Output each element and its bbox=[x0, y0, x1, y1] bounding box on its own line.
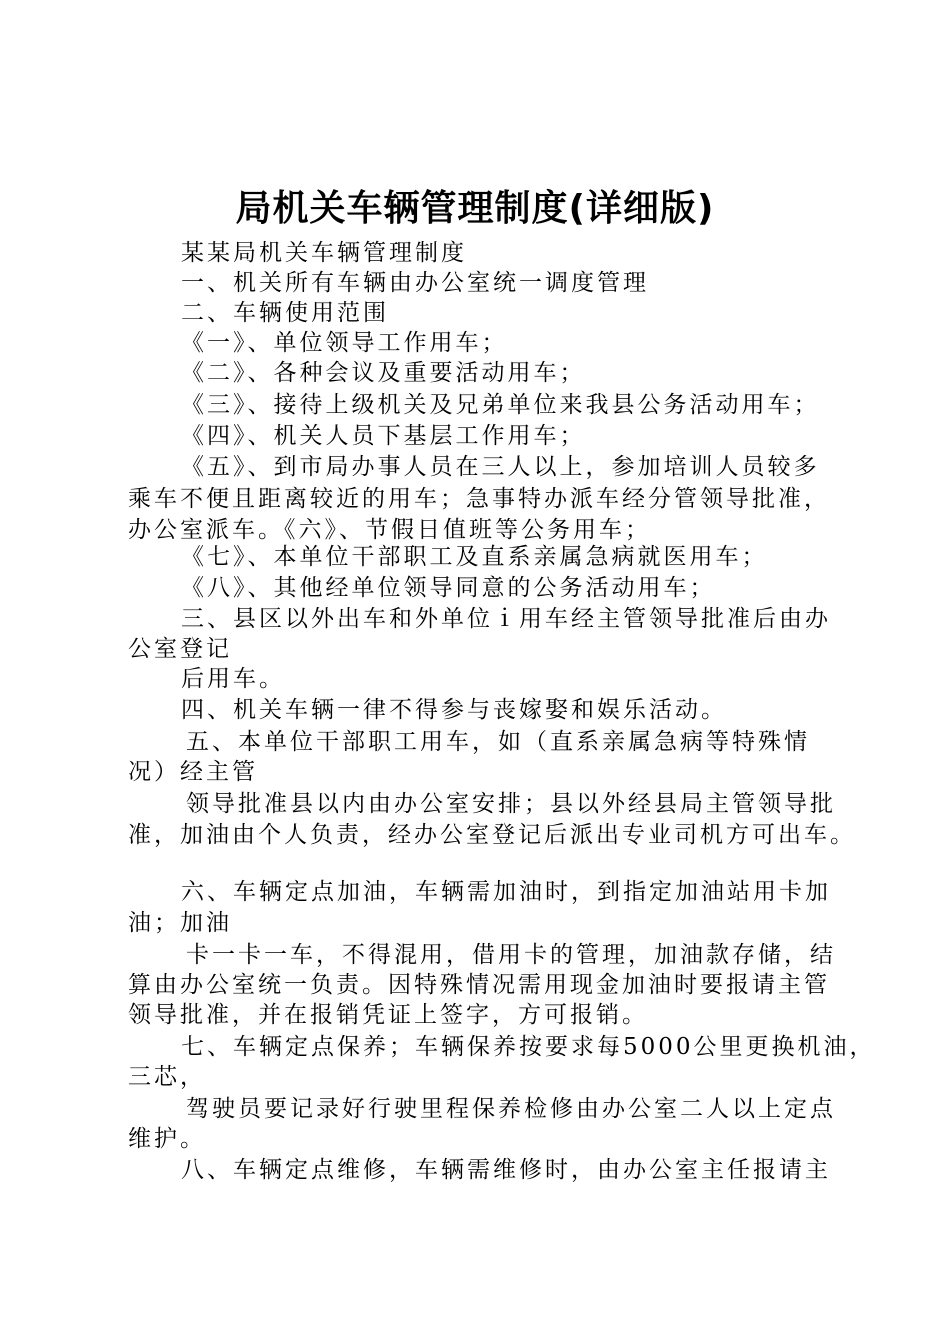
body-line: 准，加油由个人负责，经办公室登记后派出专业司机方可出车。 bbox=[128, 822, 856, 848]
body-line: 《八》、其他经单位领导同意的公务活动用车； bbox=[181, 575, 716, 601]
body-line: 况）经主管 bbox=[128, 759, 258, 785]
body-line: 四、机关车辆一律不得参与丧嫁娶和娱乐活动。 bbox=[181, 697, 727, 723]
body-line: 《一》、单位领导工作用车； bbox=[181, 330, 508, 356]
body-line: 八、车辆定点维修，车辆需维修时，由办公室主任报请主 bbox=[181, 1157, 831, 1183]
body-line: 二、车辆使用范围 bbox=[181, 300, 389, 326]
body-line: 维护。 bbox=[128, 1126, 206, 1152]
body-line: 乘车不便且距离较近的用车；急事特办派车经分管领导批准， bbox=[128, 486, 830, 512]
body-line: 驾驶员要记录好行驶里程保养检修由办公室二人以上定点 bbox=[186, 1096, 836, 1122]
body-line: 算由办公室统一负责。因特殊情况需用现金加油时要报请主管 bbox=[128, 972, 830, 998]
body-line: 后用车。 bbox=[181, 666, 285, 692]
body-line: 《二》、各种会议及重要活动用车； bbox=[181, 360, 586, 386]
body-line: 三芯， bbox=[128, 1064, 206, 1090]
body-line: 三、县区以外出车和外单位ｉ用车经主管领导批准后由办 bbox=[181, 606, 831, 632]
body-line: 领导批准，并在报销凭证上签字，方可报销。 bbox=[128, 1002, 648, 1028]
body-line: 六、车辆定点加油，车辆需加油时，到指定加油站用卡加 bbox=[181, 879, 831, 905]
body-line: 卡一卡一车，不得混用，借用卡的管理，加油款存储，结 bbox=[186, 942, 836, 968]
body-line: 一、机关所有车辆由办公室统一调度管理 bbox=[181, 270, 649, 296]
document-title: 局机关车辆管理制度(详细版) bbox=[235, 188, 715, 229]
body-line: 《五》、到市局办事人员在三人以上，参加培训人员较多 bbox=[181, 454, 820, 480]
body-line: 某某局机关车辆管理制度 bbox=[181, 240, 467, 266]
body-line: 五、本单位干部职工用车，如（直系亲属急病等特殊情 bbox=[186, 729, 810, 755]
body-line: 《三》、接待上级机关及兄弟单位来我县公务活动用车； bbox=[181, 392, 820, 418]
body-line: 领导批准县以内由办公室安排；县以外经县局主管领导批 bbox=[186, 791, 836, 817]
body-line: 《四》、机关人员下基层工作用车； bbox=[181, 423, 586, 449]
body-line: 油；加油 bbox=[128, 910, 232, 936]
body-line: 七、车辆定点保养；车辆保养按要求每5000公里更换机油， bbox=[181, 1034, 876, 1060]
body-line: 办公室派车。《六》、节假日值班等公务用车； bbox=[128, 517, 651, 543]
body-line: 公室登记 bbox=[128, 636, 232, 662]
body-line: 《七》、本单位干部职工及直系亲属急病就医用车； bbox=[181, 544, 768, 570]
